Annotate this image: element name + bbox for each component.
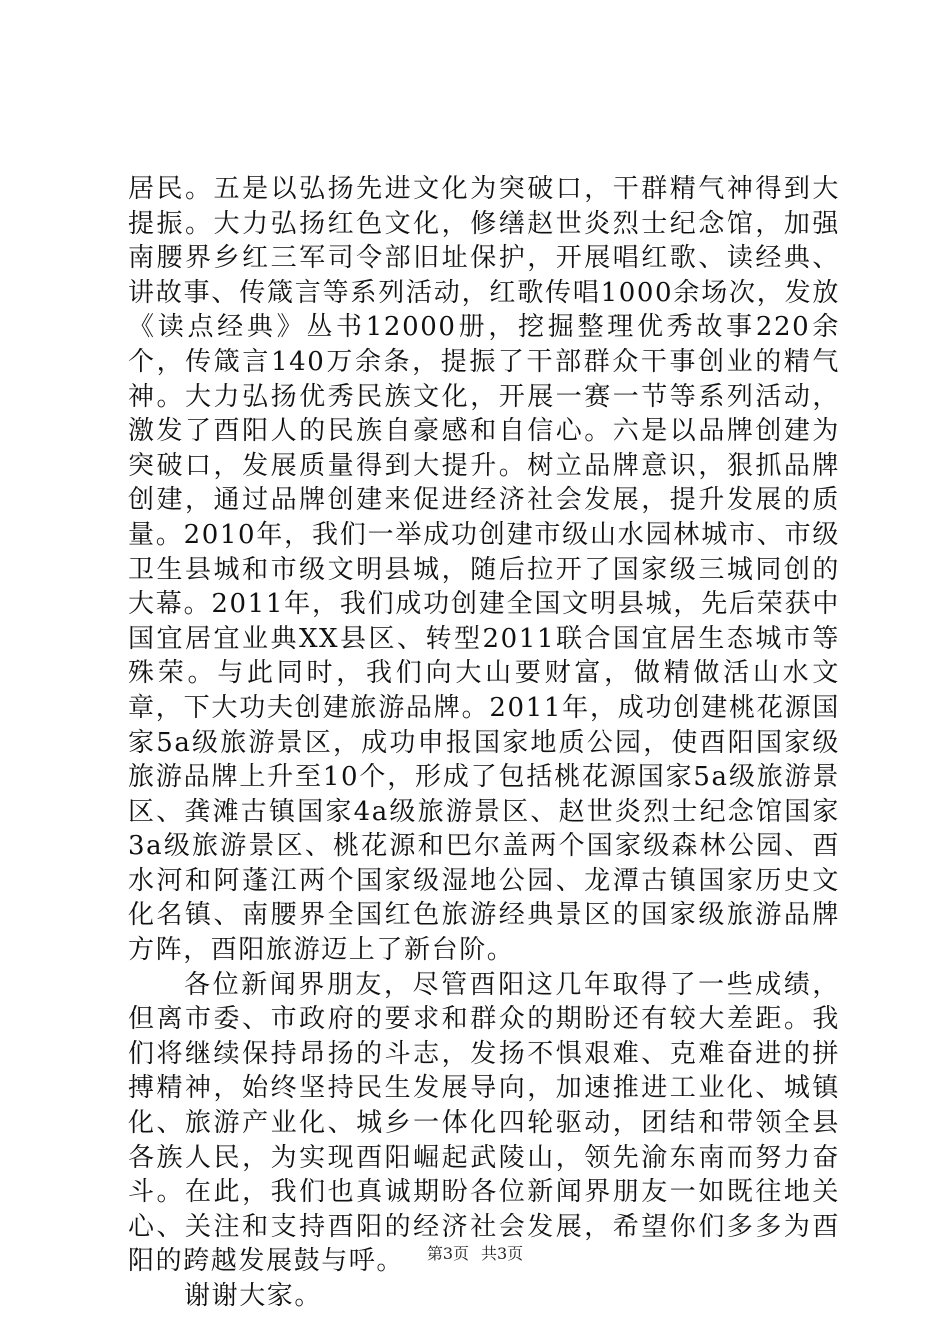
page-footer (0, 1244, 950, 1264)
paragraph-thanks: 谢谢大家。 (184, 1281, 323, 1311)
paragraph-outlook: 各位新闻界朋友，尽管酉阳这几年取得了一些成绩，但离市委、市政府的要求和群众的期盼还有较大差距。我们将继续保持昂扬的斗志，发扬不惧艰难、克难奋进的拼搏精神，始终坚持民生发展导向，加速推进工业化、城镇化、旅游产业化、城乡一体化四轮驱动，团结和带领全县各族人民，为实现酉阳崛起武陵山，领先渝东南而努力奋斗。在此，我们也真诚期盼各位新闻界朋友一如既往地关心、关注和支持酉阳的经济社会发展，希望你们多多为酉阳的跨越发展鼓与呼。 (128, 969, 840, 1277)
document-body (128, 172, 840, 1314)
paragraph-culture-brand: 居民。五是以弘扬先进文化为突破口，干群精气神得到大提振。大力弘扬红色文化，修缮赵世炎烈士纪念馆，加强南腰界乡红三军司令部旧址保护，开展唱红歌、读经典、讲故事、传箴言等系列活动，红歌传唱1000余场次，发放《读点经典》丛书12000册，挖掘整理优秀故事220余个，传箴言140万余条，提振了干部群众干事创业的精气神。大力弘扬优秀民族文化，开展一赛一节等系列活动，激发了酉阳人的民族自豪感和自信心。六是以品牌创建为突破口，发展质量得到大提升。树立品牌意识，狠抓品牌创建，通过品牌创建来促进经济社会发展，提升发展的质量。2010年，我们一举成功创建市级山水园林城市、市级卫生县城和市级文明县城，随后拉开了国家级三城同创的大幕。2011年，我们成功创建全国文明县城，先后荣获中国宜居宜业典XX县区、转型2011联合国宜居生态城市等殊荣。与此同时，我们向大山要财富，做精做活山水文章，下大功夫创建旅游品牌。2011年，成功创建桃花源国家5a级旅游景区，成功申报国家地质公园，使酉阳国家级旅游品牌上升至10个，形成了包括桃花源国家5a级旅游景区、龚滩古镇国家4a级旅游景区、赵世炎烈士纪念馆国家3a级旅游景区、桃花源和巴尔盖两个国家级森林公园、酉水河和阿蓬江两个国家级湿地公园、龙潭古镇国家历史文化名镇、南腰界全国红色旅游经典景区的国家级旅游品牌方阵，酉阳旅游迈上了新台阶。 (128, 174, 840, 966)
page-number-total: 共3页 (481, 1244, 524, 1263)
page-number-current: 第3页 (426, 1244, 469, 1263)
